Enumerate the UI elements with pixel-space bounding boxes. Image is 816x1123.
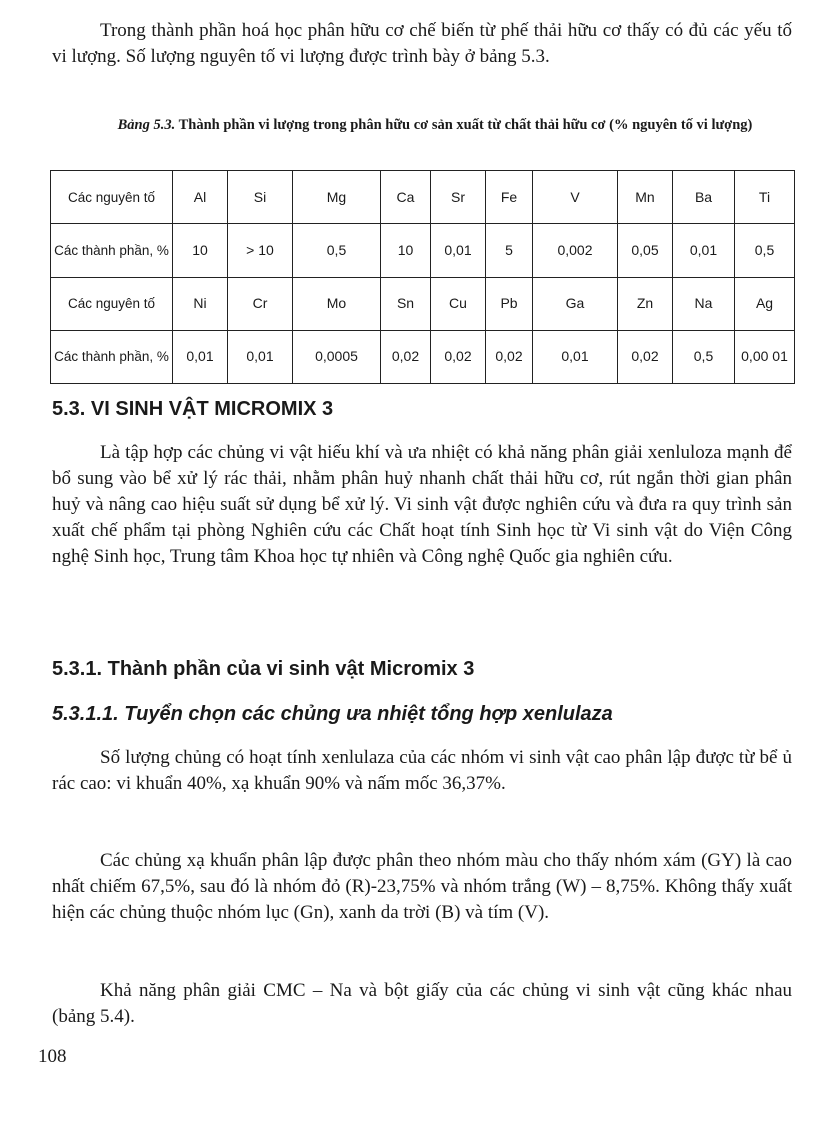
row-label: Các nguyên tố (51, 277, 173, 330)
table-cell: Mg (293, 171, 381, 224)
table-cell: 0,01 (173, 330, 228, 383)
section-heading-5-3-1-1: 5.3.1.1. Tuyển chọn các chủng ưa nhiệt tổng hợp xenlulaza (52, 703, 613, 725)
table-cell: Fe (486, 171, 533, 224)
table-cell: Sn (381, 277, 431, 330)
section-heading-5-3-1: 5.3.1. Thành phần của vi sinh vật Micromix 3 (52, 658, 475, 680)
table-cell: Na (673, 277, 735, 330)
table-cell: 0,01 (533, 330, 618, 383)
table-row (51, 330, 795, 383)
table-row (51, 224, 795, 277)
table-row (51, 277, 795, 330)
intro-paragraph: Trong thành phần hoá học phân hữu cơ chế biến từ phế thải hữu cơ thấy có đủ các yếu tố vi lượng. Số lượng nguyên tố vi lượng được trình bày ở bảng 5.3. (52, 20, 792, 67)
table-cell: 0,02 (486, 330, 533, 383)
table-cell: Cr (228, 277, 293, 330)
table-caption (80, 112, 790, 138)
table-cell: Ga (533, 277, 618, 330)
table-cell: 0,5 (673, 330, 735, 383)
table-cell: 10 (173, 224, 228, 277)
table-cell: 0,05 (618, 224, 673, 277)
table-cell: > 10 (228, 224, 293, 277)
table-cell: 0,0005 (293, 330, 381, 383)
table-cell: 0,5 (293, 224, 381, 277)
table-cell: Al (173, 171, 228, 224)
table-caption-text: Thành phần vi lượng trong phân hữu cơ sản xuất từ chất thải hữu cơ (% nguyên tố vi lượng) (178, 117, 753, 133)
table-cell: 0,00 01 (735, 330, 795, 383)
table-cell: 0,01 (673, 224, 735, 277)
table-cell: 0,02 (431, 330, 486, 383)
table-cell: Ba (673, 171, 735, 224)
table-cell: V (533, 171, 618, 224)
table-cell: 0,01 (431, 224, 486, 277)
page-number: 108 (38, 1046, 67, 1067)
row-label: Các thành phần, % (51, 224, 173, 277)
table-cell: Mo (293, 277, 381, 330)
table-cell: 0,01 (228, 330, 293, 383)
section-5-3-1-1-paragraph-1: Số lượng chủng có hoạt tính xenlulaza của các nhóm vi sinh vật cao phân lập được từ bể ủ rác cao: vi khuẩn 40%, xạ khuẩn 90% và nấm mốc 36,37%. (52, 747, 792, 794)
table-cell: 0,002 (533, 224, 618, 277)
table-cell: 0,02 (618, 330, 673, 383)
table-cell: 0,02 (381, 330, 431, 383)
table-cell: Ni (173, 277, 228, 330)
table-cell: Zn (618, 277, 673, 330)
table-cell: Mn (618, 171, 673, 224)
table-cell: Ti (735, 171, 795, 224)
section-5-3-1-1-paragraph-2: Các chủng xạ khuẩn phân lập được phân theo nhóm màu cho thấy nhóm xám (GY) là cao nhất chiếm 67,5%, sau đó là nhóm đỏ (R)-23,75% và nhóm trắng (W) – 8,75%. Không thấy xuất hiện các chủng thuộc nhóm lục (Gn), xanh da trời (B) và tím (V). (52, 850, 792, 923)
table-cell: Ag (735, 277, 795, 330)
trace-element-table (50, 170, 795, 384)
table-cell: 5 (486, 224, 533, 277)
table-caption-label: Bảng 5.3. (117, 117, 176, 133)
table-cell: Cu (431, 277, 486, 330)
row-label: Các nguyên tố (51, 171, 173, 224)
section-5-3-1-1-paragraph-3: Khả năng phân giải CMC – Na và bột giấy của các chủng vi sinh vật cũng khác nhau (bảng 5.4). (52, 980, 792, 1027)
table-cell: 0,5 (735, 224, 795, 277)
table-cell: Ca (381, 171, 431, 224)
section-5-3-paragraph: Là tập hợp các chủng vi vật hiếu khí và ưa nhiệt có khả năng phân giải xenluloza mạnh để bổ sung vào bể xử lý rác thải, nhằm phân huỷ nhanh chất thải hữu cơ, rút ngắn thời gian phân huỷ và nâng cao hiệu suất sử dụng bể xử lý. Vi sinh vật được nghiên cứu và đưa ra quy trình sản xuất chế phẩm tại phòng Nghiên cứu các Chất hoạt tính Sinh học từ Vi sinh vật do Viện Công nghệ Sinh học, Trung tâm Khoa học tự nhiên và Công nghệ Quốc gia nghiên cứu. (52, 442, 792, 567)
row-label: Các thành phần, % (51, 330, 173, 383)
table-cell: Sr (431, 171, 486, 224)
section-heading-5-3: 5.3. VI SINH VẬT MICROMIX 3 (52, 398, 334, 420)
table-cell: Si (228, 171, 293, 224)
table-cell: 10 (381, 224, 431, 277)
table-cell: Pb (486, 277, 533, 330)
table-row (51, 171, 795, 224)
